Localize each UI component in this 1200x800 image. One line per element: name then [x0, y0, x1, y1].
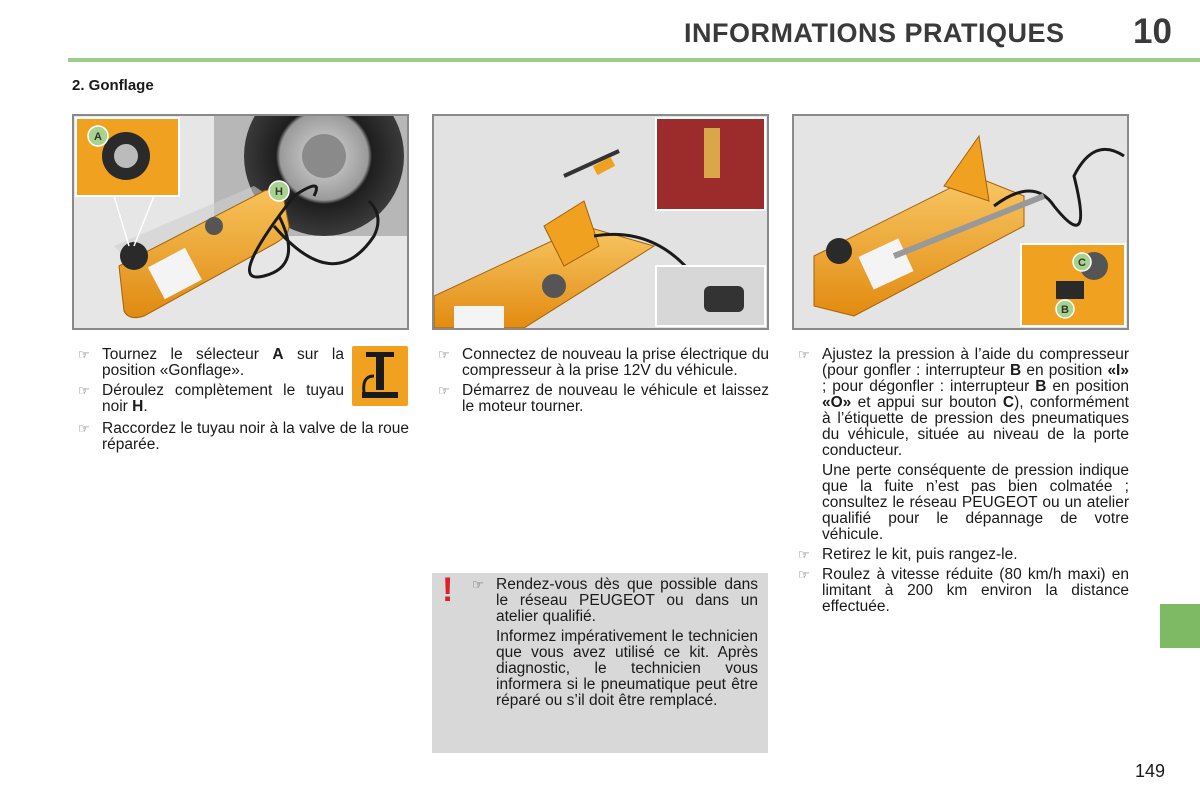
- warning-item: ☞ Rendez-vous dès que possible dans le réseau PEUGEOT ou dans un atelier qualifié.: [472, 576, 758, 625]
- chapter-number: 10: [1133, 12, 1172, 51]
- hand-pointer-icon: ☞: [472, 577, 484, 592]
- chapter-title: INFORMATIONS PRATIQUES: [684, 18, 1065, 48]
- instruction-item: ☞ Démarrez de nouveau le véhicule et laissez le moteur tourner.: [438, 382, 769, 415]
- hand-pointer-icon: ☞: [798, 567, 810, 582]
- chapter-tab: [1160, 604, 1200, 648]
- callout-c-label: C: [1078, 257, 1086, 269]
- hand-pointer-icon: ☞: [78, 383, 90, 398]
- instructions-column-3: [792, 347, 1129, 619]
- instruction-item: ☞ Ajustez la pression à l’aide du compresseur (pour gonfler : interrupteur B en position «I» ; pour dégonfler : interrupteur B en position «O» et appui sur bouton C), conformément à l’étiquette de pression des pneumatiques du véhicule, située au niveau de la porte conducteur.: [798, 346, 1129, 459]
- warning-icon: !: [442, 571, 454, 609]
- hand-pointer-icon: ☞: [798, 347, 810, 362]
- hand-pointer-icon: ☞: [438, 383, 450, 398]
- illustration-compressor-switch: [794, 116, 1127, 328]
- tire-pump-icon: [352, 346, 408, 406]
- hand-pointer-icon: ☞: [78, 347, 90, 362]
- figure-compressor-plug: [432, 114, 769, 330]
- header-rule: [68, 58, 1200, 62]
- hand-pointer-icon: ☞: [438, 347, 450, 362]
- instruction-item: ☞ Connectez de nouveau la prise électrique du compresseur à la prise 12V du véhicule.: [438, 346, 769, 379]
- callout-b-label: B: [1061, 304, 1069, 316]
- figure-compressor-pressure: [792, 114, 1129, 330]
- illustration-compressor-socket: [434, 116, 767, 328]
- instructions-column-2: [432, 347, 769, 419]
- callout-h-label: H: [275, 186, 283, 198]
- instruction-item: ☞ Roulez à vitesse réduite (80 km/h maxi) en limitant à 200 km environ la distance effectuée.: [798, 566, 1129, 615]
- hand-pointer-icon: ☞: [798, 547, 810, 562]
- instruction-item: ☞ Retirez le kit, puis rangez-le.: [798, 546, 1018, 563]
- page-number: 149: [1135, 761, 1166, 781]
- illustration-compressor-wheel: [74, 116, 407, 328]
- figure-compressor-selector: [72, 114, 409, 330]
- section-title: 2. Gonflage: [72, 77, 154, 94]
- warning-paragraph: Informez impérativement le technicien que vous avez utilisé ce kit. Après diagnostic, le technicien vous informera si le pneumatique peut être réparé ou s’il doit être remplacé.: [496, 628, 758, 709]
- callout-a-label: A: [94, 131, 102, 143]
- instructions-column-1b: [72, 421, 409, 457]
- instructions-column-1: [72, 347, 344, 419]
- hand-pointer-icon: ☞: [78, 421, 90, 436]
- note-paragraph: Une perte conséquente de pression indique que la fuite n’est pas bien colmatée ; consultez le réseau PEUGEOT ou un atelier qualifié pour le dépannage de votre véhicule.: [822, 462, 1129, 543]
- instruction-item: ☞ Tournez le sélecteur A sur la position «Gonflage».: [78, 346, 344, 379]
- warning-text: [466, 577, 758, 713]
- instruction-item: ☞ Déroulez complètement le tuyau noir H.: [78, 382, 344, 415]
- instruction-item: ☞ Raccordez le tuyau noir à la valve de la roue réparée.: [78, 420, 409, 453]
